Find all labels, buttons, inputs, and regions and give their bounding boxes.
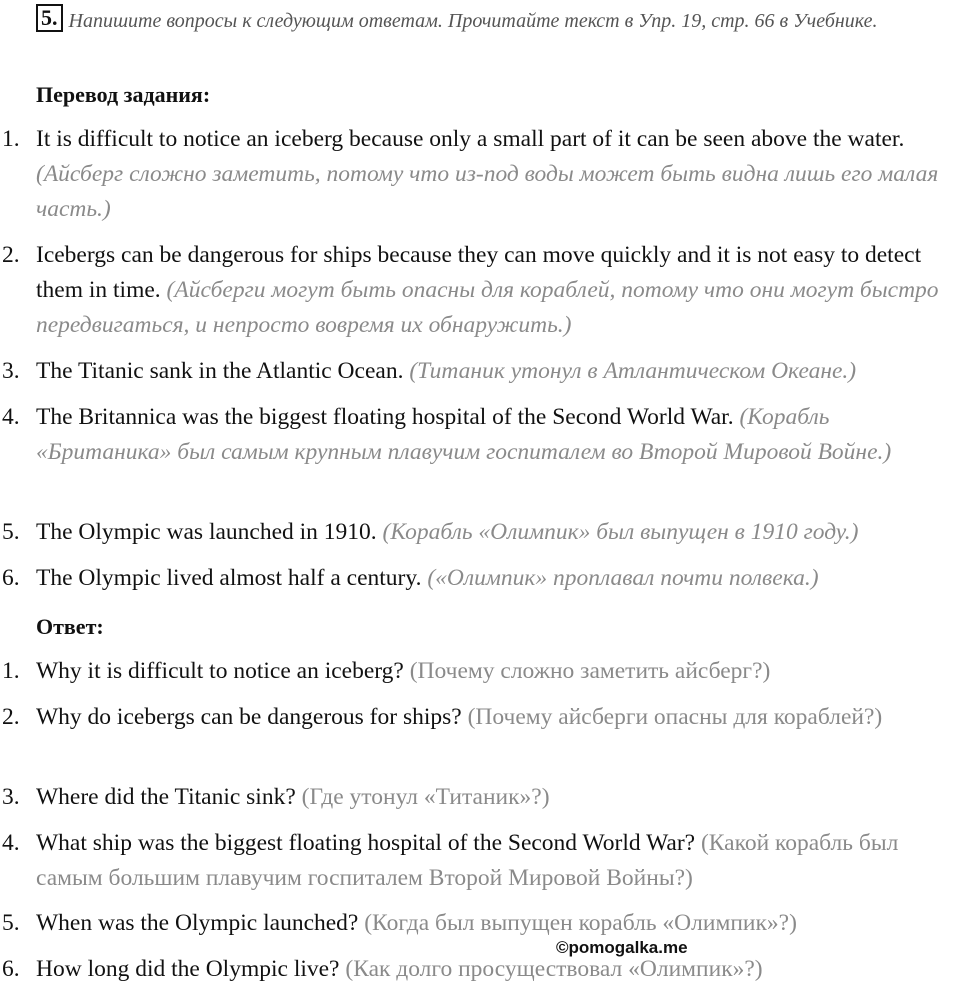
- item-english: Icebergs can be dangerous for ships because they can move quickly and it is not easy to detect them in time.: [36, 242, 922, 303]
- item-english: Why do icebergs can be dangerous for ships?: [36, 704, 462, 730]
- item-text: [36, 354, 958, 389]
- item-number: 4.: [2, 404, 20, 430]
- item-number: 5.: [2, 519, 20, 545]
- item-english: What ship was the biggest floating hospital of the Second World War?: [36, 830, 696, 856]
- item-russian: (Корабль «Британика» был самым крупным плавучим госпиталем во Второй Мировой Войне.): [36, 404, 892, 465]
- item-english: How long did the Olympic live?: [36, 956, 340, 982]
- item-number: 5.: [2, 910, 20, 936]
- item-number: 2.: [2, 242, 20, 268]
- item-english: The Titanic sank in the Atlantic Ocean.: [36, 358, 404, 384]
- item-text: [36, 654, 958, 689]
- item-number: 1.: [2, 658, 20, 684]
- item-english: The Olympic lived almost half a century.: [36, 565, 422, 591]
- item-english: The Britannica was the biggest floating hospital of the Second World War.: [36, 404, 734, 430]
- task-header: [36, 4, 936, 37]
- translation-section-title: Перевод задания:: [36, 82, 211, 107]
- item-text: [36, 238, 958, 343]
- item-text: [36, 515, 958, 550]
- item-number: 1.: [2, 126, 20, 152]
- item-text: [36, 906, 958, 941]
- item-english: When was the Olympic launched?: [36, 910, 359, 936]
- item-russian: (Почему айсберги опасны для кораблей?): [467, 704, 883, 730]
- item-english: The Olympic was launched in 1910.: [36, 519, 377, 545]
- item-text: [36, 780, 958, 815]
- item-text: [36, 700, 958, 735]
- item-number: 4.: [2, 830, 20, 856]
- task-number: 5.: [36, 4, 63, 32]
- item-number: 3.: [2, 358, 20, 384]
- answer-section-title: Ответ:: [36, 614, 104, 639]
- item-text: [36, 826, 958, 896]
- item-text: [36, 400, 958, 470]
- item-russian: (Титаник утонул в Атлантическом Океане.): [409, 358, 857, 384]
- item-number: 3.: [2, 784, 20, 810]
- item-text: [36, 122, 958, 227]
- item-text: [36, 952, 958, 987]
- item-russian: (Корабль «Олимпик» был выпущен в 1910 году.): [382, 519, 859, 545]
- item-english: It is difficult to notice an iceberg because only a small part of it can be seen above the water.: [36, 126, 905, 152]
- item-russian: (Как долго просуществовал «Олимпик»?): [345, 956, 763, 982]
- item-russian: (Какой корабль был самым большим плавучим госпиталем Второй Мировой Войны?): [36, 830, 899, 891]
- task-instruction: Напишите вопросы к следующим ответам. Прочитайте текст в Упр. 19, стр. 66 в Учебнике.: [68, 10, 878, 32]
- item-text: [36, 561, 958, 596]
- item-russian: (Где утонул «Титаник»?): [301, 784, 550, 810]
- item-number: 6.: [2, 565, 20, 591]
- item-russian: (Айсберг сложно заметить, потому что из-под воды может быть видна лишь его малая часть.): [36, 161, 939, 222]
- item-number: 2.: [2, 704, 20, 730]
- watermark-text: ©pomogalka.me: [556, 938, 688, 957]
- item-english: Where did the Titanic sink?: [36, 784, 296, 810]
- item-english: Why it is difficult to notice an iceberg?: [36, 658, 404, 684]
- item-russian: (Когда был выпущен корабль «Олимпик»?): [364, 910, 797, 936]
- item-russian: («Олимпик» проплавал почти полвека.): [427, 565, 819, 591]
- item-number: 6.: [2, 956, 20, 982]
- item-russian: (Почему сложно заметить айсберг?): [409, 658, 771, 684]
- item-russian: (Айсберги могут быть опасны для кораблей, потому что они могут быстро передвигаться, и непросто вовремя их обнаружить.): [36, 277, 939, 338]
